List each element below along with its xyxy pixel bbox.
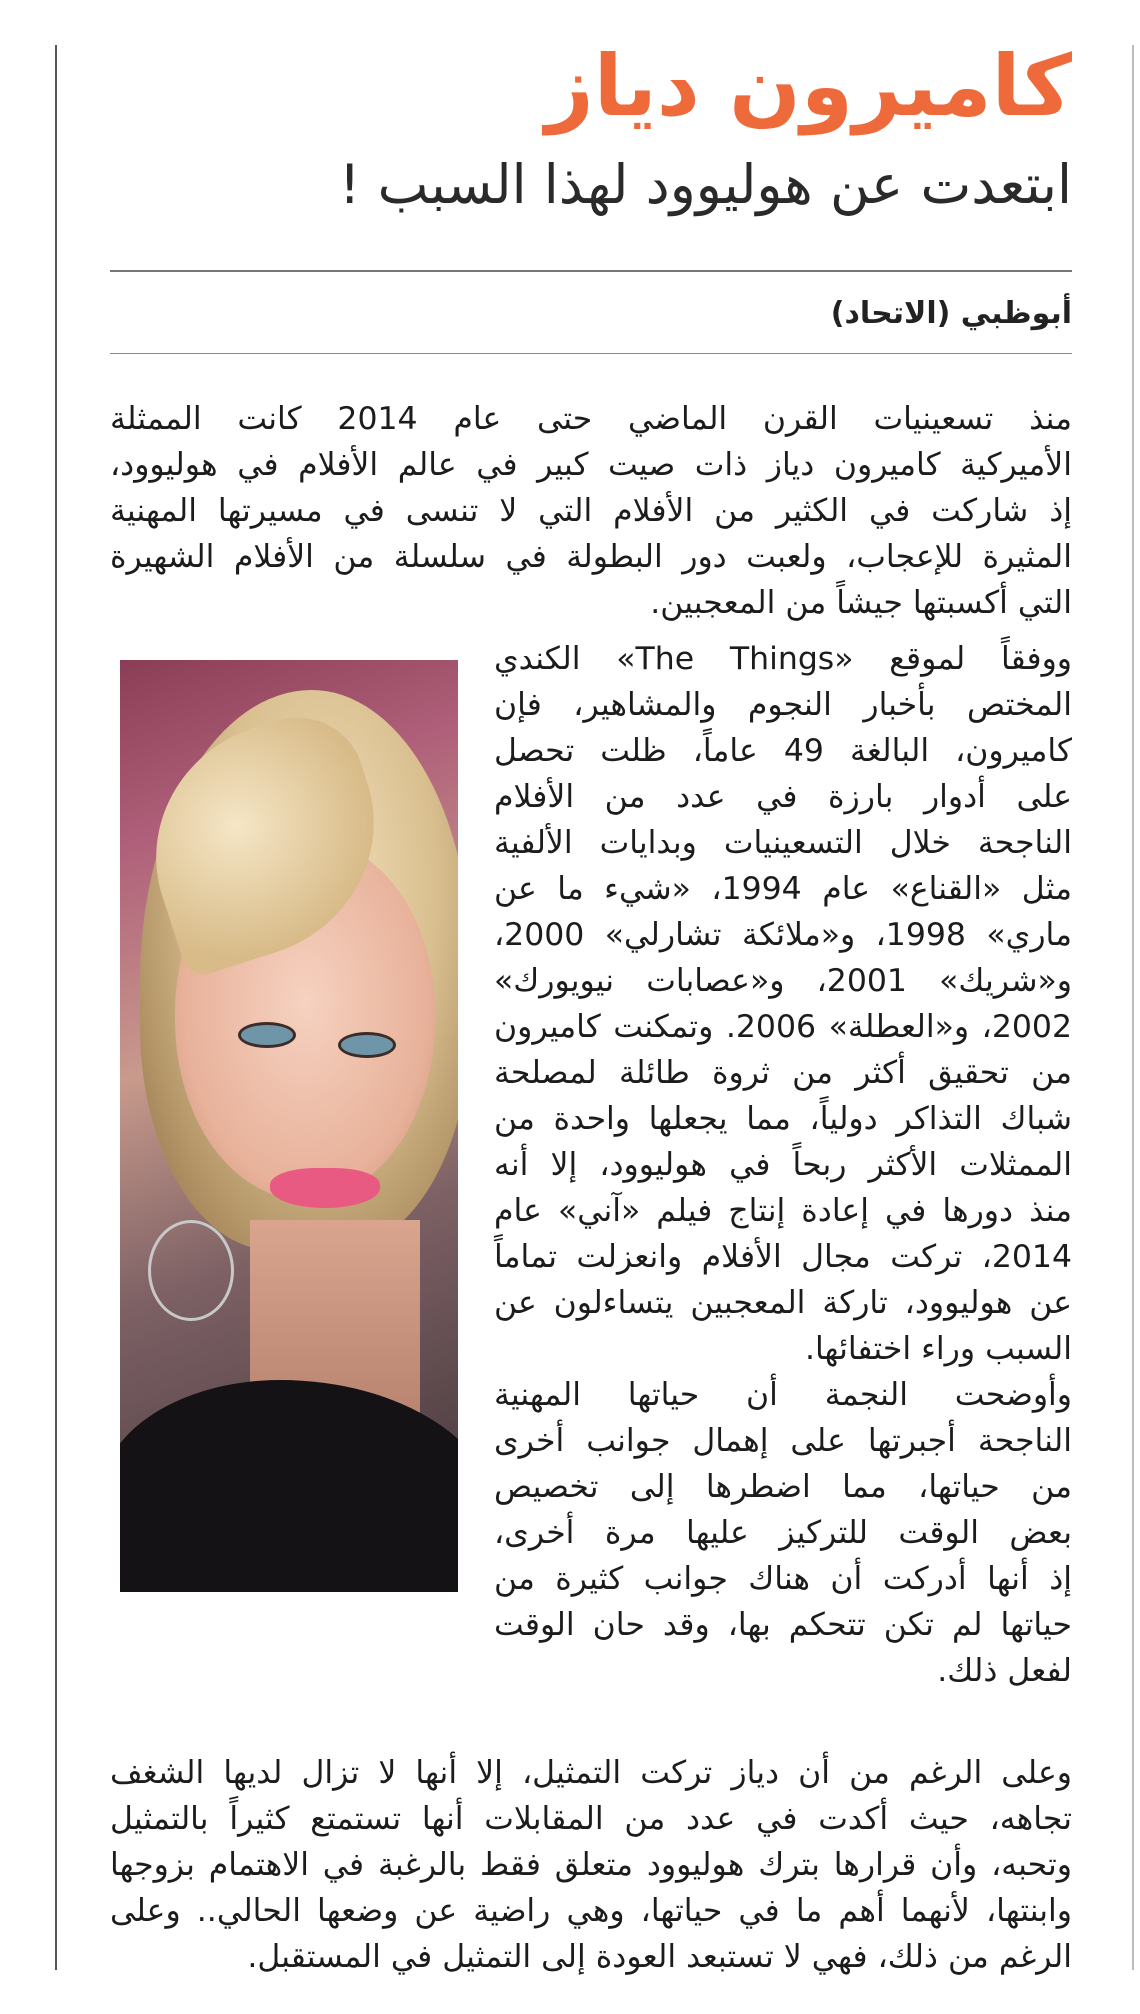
article-line: الأميركية كاميرون دياز ذات صيت كبير في عالم الأفلام في هوليوود، [110, 447, 1072, 483]
article-line: من تحقيق أكثر من ثروة طائلة لمصلحة [494, 1055, 1072, 1091]
byline: أبوظبي (الاتحاد) [830, 296, 1072, 331]
divider-top [110, 270, 1072, 272]
article-line: وأوضحت النجمة أن حياتها المهنية [494, 1377, 1072, 1413]
page-margin-rule-left [55, 45, 57, 1970]
article-line: و«شريك» 2001، و«عصابات نيويورك» [494, 963, 1073, 999]
article-line: على أدوار بارزة في عدد من الأفلام [494, 779, 1072, 815]
article-line: منذ دورها في إعادة إنتاج فيلم «آني» عام [494, 1193, 1072, 1229]
article-line: وعلى الرغم من أن دياز تركت التمثيل، إلا أنها لا تزال لديها الشغف [110, 1755, 1072, 1791]
article-line: ووفقاً لموقع «The Things» الكندي [494, 641, 1073, 677]
headline: كاميرون دياز [545, 37, 1072, 135]
article-line: منذ تسعينيات القرن الماضي حتى عام 2014 كانت الممثلة [110, 401, 1072, 437]
article-line: 2002، و«العطلة» 2006. وتمكنت كاميرون [494, 1009, 1072, 1045]
article-line: ماري» 1998، و«ملائكة تشارلي» 2000، [494, 917, 1073, 953]
photo-eye-left [238, 1022, 296, 1048]
article-line: عن هوليوود، تاركة المعجبين يتساءلون عن [494, 1285, 1072, 1321]
article-line: شباك التذاكر دولياً، مما يجعلها واحدة من [494, 1101, 1072, 1137]
article-line: لفعل ذلك. [937, 1653, 1072, 1689]
photo-earring [148, 1220, 234, 1321]
divider-bottom [110, 353, 1072, 354]
article-line: التي أكسبتها جيشاً من المعجبين. [650, 585, 1072, 621]
article-photo [120, 660, 458, 1592]
article-line: 2014، تركت مجال الأفلام وانعزلت تماماً [494, 1239, 1072, 1275]
article-line: وتحبه، وأن قرارها بترك هوليوود متعلق فقط بالرغبة في الاهتمام بزوجها [110, 1847, 1072, 1883]
article-line: مثل «القناع» عام 1994، «شيء ما عن [494, 871, 1072, 907]
article-line: المختص بأخبار النجوم والمشاهير، فإن [494, 687, 1072, 723]
article-line: من حياتها، مما اضطرها إلى تخصيص [494, 1469, 1072, 1505]
article-line: تجاهه، حيث أكدت في عدد من المقابلات أنها تستمتع كثيراً بالتمثيل [110, 1801, 1072, 1837]
subheadline: ابتعدت عن هوليوود لهذا السبب ! [338, 153, 1072, 216]
article-line: إذ شاركت في الكثير من الأفلام التي لا تنسى في مسيرتها المهنية [110, 493, 1072, 529]
article-line: إذ أنها أدركت أن هناك جوانب كثيرة من [494, 1561, 1072, 1597]
article-line: الناجحة خلال التسعينيات وبدايات الألفية [494, 825, 1072, 861]
article-line: السبب وراء اختفائها. [804, 1331, 1072, 1367]
article-line: الرغم من ذلك، فهي لا تستبعد العودة إلى التمثيل في المستقبل. [247, 1939, 1072, 1975]
article-line: الممثلات الأكثر ربحاً في هوليوود، إلا أنه [494, 1147, 1072, 1183]
article-line: كاميرون، البالغة 49 عاماً، ظلت تحصل [494, 733, 1072, 769]
article-line: الناجحة أجبرتها على إهمال جوانب أخرى [494, 1423, 1072, 1459]
photo-eye-right [338, 1032, 396, 1058]
article-line: بعض الوقت للتركيز عليها مرة أخرى، [494, 1515, 1072, 1551]
photo-lips [270, 1168, 380, 1208]
article-line: حياتها لم تكن تتحكم بها، وقد حان الوقت [494, 1607, 1072, 1643]
page-margin-rule-right [1132, 45, 1134, 1970]
article-line: وابنتها، لأنهما أهم ما في حياتها، وهي راضية عن وضعها الحالي.. وعلى [110, 1893, 1072, 1929]
photo-dress [120, 1380, 458, 1592]
article-line: المثيرة للإعجاب، ولعبت دور البطولة في سلسلة من الأفلام الشهيرة [110, 539, 1072, 575]
